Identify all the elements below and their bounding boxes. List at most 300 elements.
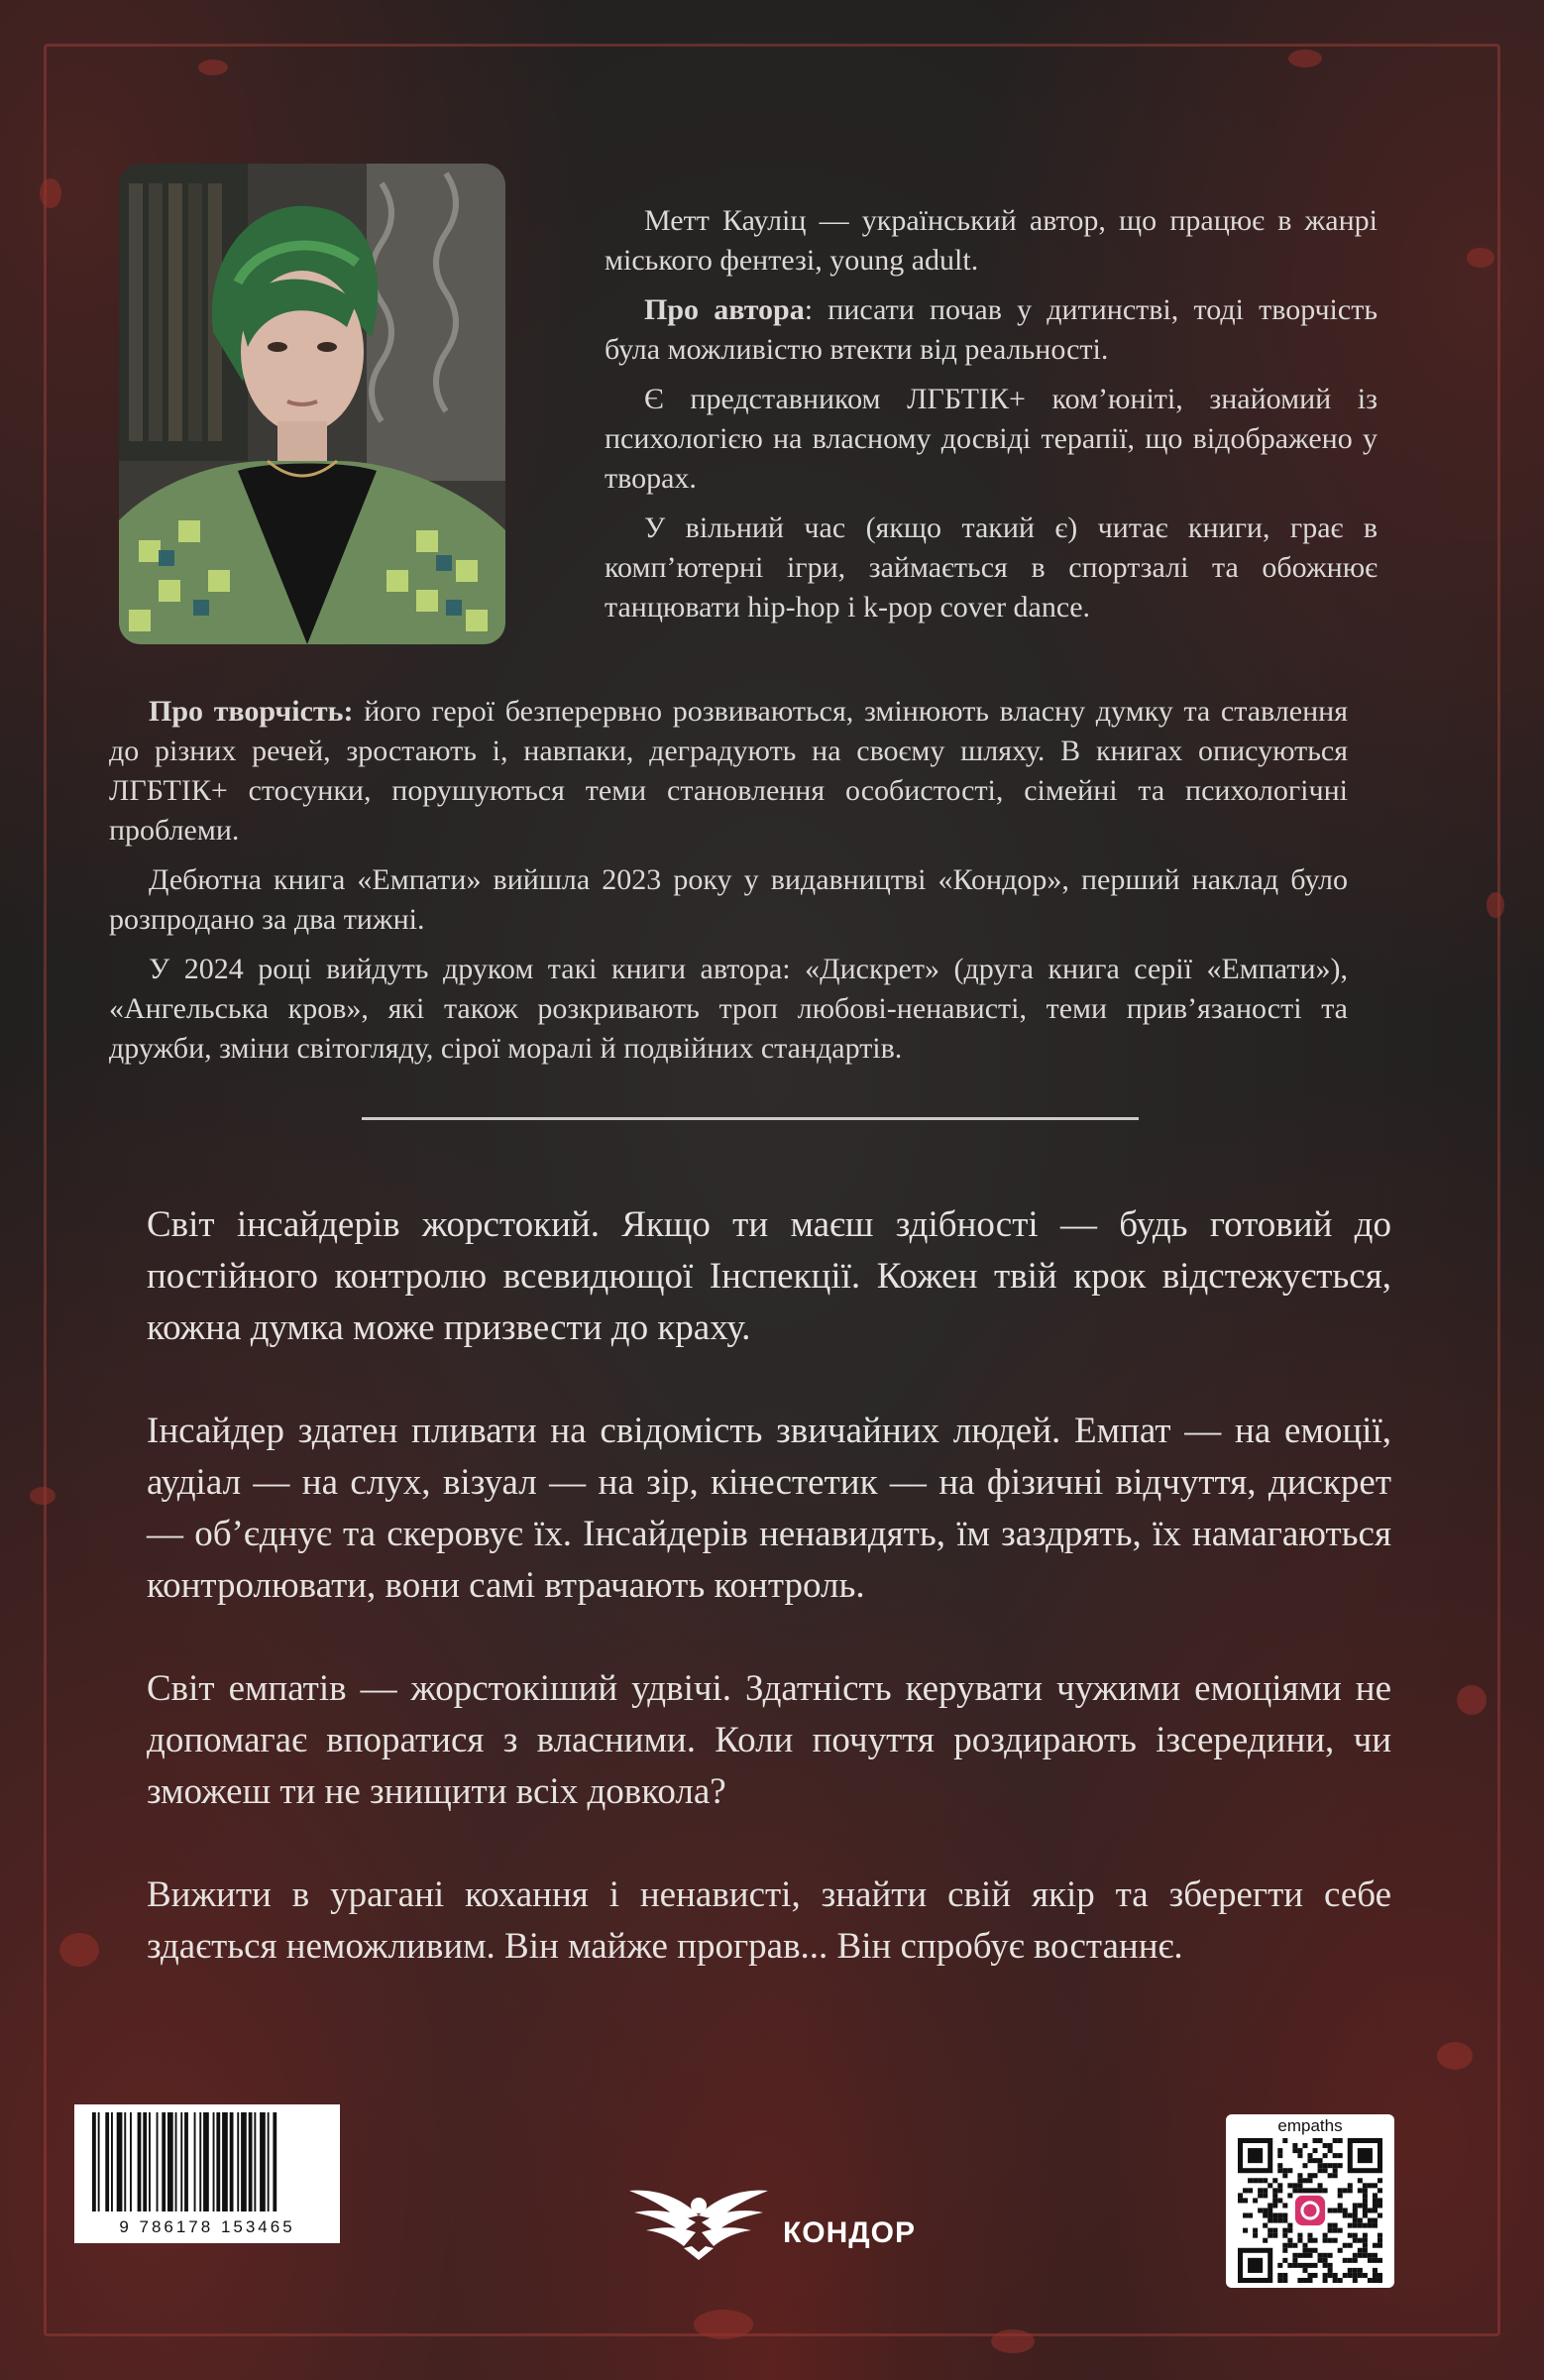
qr-module xyxy=(1272,2203,1277,2208)
qr-module xyxy=(1307,2188,1312,2193)
barcode-bar xyxy=(194,2112,196,2211)
qr-module xyxy=(1253,2233,1258,2238)
barcode-bar xyxy=(92,2112,96,2211)
qr-module xyxy=(1302,2243,1307,2248)
qr-module xyxy=(1282,2228,1287,2233)
qr-module xyxy=(1338,2163,1343,2168)
qr-module xyxy=(1328,2163,1333,2168)
barcode-bar xyxy=(254,2112,256,2211)
qr-module xyxy=(1363,2213,1368,2218)
splatter xyxy=(30,1487,55,1505)
qr-module xyxy=(1282,2138,1287,2143)
qr-module xyxy=(1323,2273,1328,2278)
author-photo xyxy=(119,164,505,644)
qr-module xyxy=(1338,2278,1343,2283)
barcode-bar xyxy=(199,2112,201,2211)
barcode-bar xyxy=(241,2112,247,2211)
qr-module xyxy=(1363,2198,1368,2203)
qr-module xyxy=(1258,2178,1263,2183)
barcode-bar xyxy=(237,2112,239,2211)
qr-module xyxy=(1258,2208,1263,2212)
qr-module xyxy=(1282,2243,1287,2248)
qr-module xyxy=(1272,2213,1277,2218)
qr-module xyxy=(1353,2233,1358,2238)
qr-module xyxy=(1353,2238,1358,2243)
qr-module xyxy=(1353,2213,1358,2218)
qr-module xyxy=(1282,2233,1287,2238)
qr-module xyxy=(1307,2273,1312,2278)
qr-module xyxy=(1348,2258,1353,2263)
qr-module xyxy=(1343,2243,1348,2248)
qr-module xyxy=(1363,2253,1368,2258)
qr-module xyxy=(1338,2203,1343,2208)
qr-module xyxy=(1378,2178,1382,2183)
qr-module xyxy=(1353,2278,1358,2283)
qr-module xyxy=(1348,2273,1353,2278)
qr-module xyxy=(1328,2263,1333,2268)
blurb-paragraph: Світ інсайдерів жорстокий. Якщо ти маєш здібності — будь готовий до постійного контролю всевидющої Інспекції. Кожен твій крок відстежується, кожна думка може призвести до краху. xyxy=(147,1204,1391,1348)
qr-module xyxy=(1277,2213,1282,2218)
qr-module xyxy=(1277,2163,1282,2168)
qr-module xyxy=(1373,2258,1378,2263)
splatter xyxy=(1437,2042,1473,2070)
qr-module xyxy=(1263,2223,1268,2228)
barcode-bar xyxy=(162,2112,165,2211)
qr-module xyxy=(1323,2278,1328,2283)
qr-module xyxy=(1272,2198,1277,2203)
qr-module xyxy=(1323,2253,1328,2258)
qr-module xyxy=(1353,2258,1358,2263)
bio-about xyxy=(605,290,1378,370)
qr-module xyxy=(1292,2148,1297,2153)
qr-module xyxy=(1323,2168,1328,2173)
qr-module xyxy=(1302,2268,1307,2273)
qr-module xyxy=(1328,2148,1333,2153)
qr-module xyxy=(1313,2273,1318,2278)
bio-about-text: : писати почав у дитинстві, тоді творчість була можливістю втекти від реальності. xyxy=(605,293,1379,366)
qr-module xyxy=(1378,2198,1382,2203)
qr-module xyxy=(1333,2223,1338,2228)
qr-module xyxy=(1282,2213,1287,2218)
qr-module xyxy=(1358,2188,1363,2193)
qr-module xyxy=(1323,2263,1328,2268)
book-blurb xyxy=(147,1199,1391,2024)
qr-module xyxy=(1263,2188,1268,2193)
barcode-bar xyxy=(124,2112,126,2211)
barcode-bar xyxy=(167,2112,173,2211)
qr-module xyxy=(1287,2193,1292,2198)
qr-module xyxy=(1348,2268,1353,2273)
qr-finder xyxy=(1248,2258,1263,2273)
qr-module xyxy=(1318,2163,1323,2168)
barcode-bar xyxy=(143,2112,147,2211)
qr-module xyxy=(1272,2188,1277,2193)
qr-module xyxy=(1358,2253,1363,2258)
barcode-bar xyxy=(180,2112,182,2211)
qr-module xyxy=(1297,2278,1302,2283)
works-debut: Дебютна книга «Емпати» вийшла 2023 року у видавництві «Кондор», перший наклад було розпродано за два тижні. xyxy=(109,863,1348,936)
qr-module xyxy=(1378,2258,1382,2263)
qr-module xyxy=(1363,2193,1368,2198)
barcode-bar xyxy=(117,2112,123,2211)
qr-module xyxy=(1268,2183,1272,2188)
qr-module xyxy=(1363,2203,1368,2208)
qr-module xyxy=(1297,2233,1302,2238)
qr-module xyxy=(1282,2248,1287,2253)
qr-module xyxy=(1307,2278,1312,2283)
qr-module xyxy=(1302,2253,1307,2258)
splatter xyxy=(694,2310,753,2339)
qr-module xyxy=(1363,2223,1368,2228)
qr-module xyxy=(1268,2218,1272,2223)
qr-module xyxy=(1307,2233,1312,2238)
qr-module xyxy=(1282,2203,1287,2208)
qr-module xyxy=(1277,2218,1282,2223)
qr-module xyxy=(1302,2143,1307,2148)
qr-module xyxy=(1353,2208,1358,2212)
qr-module xyxy=(1307,2153,1312,2158)
qr-module xyxy=(1302,2248,1307,2253)
about-works xyxy=(109,692,1348,1078)
qr-label: empaths xyxy=(1277,2116,1343,2135)
condor-bird-icon xyxy=(624,2161,773,2270)
qr-module xyxy=(1328,2253,1333,2258)
qr-module xyxy=(1348,2243,1353,2248)
qr-module xyxy=(1373,2203,1378,2208)
author-portrait-illustration xyxy=(119,164,505,644)
instagram-icon xyxy=(1295,2196,1325,2225)
qr-module xyxy=(1328,2238,1333,2243)
qr-module xyxy=(1287,2238,1292,2243)
barcode-bar xyxy=(222,2112,228,2211)
qr-module xyxy=(1323,2188,1328,2193)
qr-module xyxy=(1333,2228,1338,2233)
qr-module xyxy=(1277,2183,1282,2188)
qr-module xyxy=(1333,2273,1338,2278)
barcode-bar xyxy=(268,2112,270,2211)
qr-module xyxy=(1292,2188,1297,2193)
qr-module xyxy=(1378,2238,1382,2243)
qr-module xyxy=(1363,2183,1368,2188)
qr-module xyxy=(1248,2213,1253,2218)
qr-module xyxy=(1287,2223,1292,2228)
qr-module xyxy=(1373,2278,1378,2283)
qr-module xyxy=(1277,2188,1282,2193)
qr-module xyxy=(1268,2233,1272,2238)
qr-finder xyxy=(1248,2148,1263,2163)
qr-module xyxy=(1277,2168,1282,2173)
qr-module xyxy=(1307,2173,1312,2178)
qr-module xyxy=(1263,2213,1268,2218)
barcode-bar xyxy=(184,2112,188,2211)
qr-module xyxy=(1353,2268,1358,2273)
qr-module xyxy=(1343,2273,1348,2278)
qr-module xyxy=(1353,2203,1358,2208)
works-text: його герої безперервно розвиваються, змінюють власну думку та ставлення до різних речей, зростають і, навпаки, деградують на своєму шляху. В книгах описуються ЛГБТІК+ стосунки, порушуються теми становлення особистості, сімейні та психологічні проблеми. xyxy=(109,695,1348,847)
qr-module xyxy=(1338,2228,1343,2233)
qr-module xyxy=(1318,2258,1323,2263)
qr-module xyxy=(1282,2218,1287,2223)
qr-module xyxy=(1323,2163,1328,2168)
works-description xyxy=(109,692,1348,850)
qr-module xyxy=(1292,2263,1297,2268)
qr-module xyxy=(1328,2228,1333,2233)
qr-module xyxy=(1348,2223,1353,2228)
qr-module xyxy=(1263,2193,1268,2198)
qr-code[interactable] xyxy=(1226,2114,1394,2288)
splatter xyxy=(1467,248,1494,268)
qr-module xyxy=(1272,2233,1277,2238)
barcode-bar xyxy=(111,2112,113,2211)
qr-module xyxy=(1353,2223,1358,2228)
barcode-bar xyxy=(213,2112,215,2211)
qr-module xyxy=(1373,2243,1378,2248)
qr-module xyxy=(1313,2138,1318,2143)
qr-module xyxy=(1328,2273,1333,2278)
splatter xyxy=(1457,1685,1487,1715)
qr-module xyxy=(1287,2168,1292,2173)
bio-intro: Метт Кауліц — український автор, що працює в жанрі міського фентезі, young adult. xyxy=(605,204,1378,277)
qr-module xyxy=(1277,2278,1282,2283)
qr-module xyxy=(1272,2218,1277,2223)
qr-module xyxy=(1363,2233,1368,2238)
qr-module xyxy=(1338,2193,1343,2198)
qr-module xyxy=(1368,2208,1373,2212)
splatter xyxy=(198,59,228,75)
qr-module xyxy=(1307,2158,1312,2163)
isbn-number: 9 786178 153465 xyxy=(119,2217,295,2236)
qr-module xyxy=(1243,2188,1248,2193)
qr-module xyxy=(1307,2263,1312,2268)
qr-module xyxy=(1313,2238,1318,2243)
qr-module xyxy=(1272,2193,1277,2198)
qr-module xyxy=(1297,2153,1302,2158)
qr-module xyxy=(1272,2228,1277,2233)
qr-module xyxy=(1313,2158,1318,2163)
qr-module xyxy=(1268,2208,1272,2212)
qr-module xyxy=(1268,2228,1272,2233)
qr-module xyxy=(1348,2213,1353,2218)
qr-module xyxy=(1292,2258,1297,2263)
qr-module xyxy=(1358,2268,1363,2273)
qr-module xyxy=(1333,2238,1338,2243)
qr-module xyxy=(1238,2198,1243,2203)
qr-module xyxy=(1333,2168,1338,2173)
barcode-bar xyxy=(260,2112,266,2211)
qr-module xyxy=(1353,2273,1358,2278)
qr-module xyxy=(1373,2208,1378,2212)
qr-module xyxy=(1263,2208,1268,2212)
qr-module xyxy=(1263,2238,1268,2243)
works-label: Про творчість: xyxy=(149,695,354,728)
qr-module xyxy=(1318,2138,1323,2143)
qr-module xyxy=(1323,2258,1328,2263)
qr-module xyxy=(1292,2183,1297,2188)
qr-module xyxy=(1323,2153,1328,2158)
qr-module xyxy=(1282,2273,1287,2278)
qr-module xyxy=(1358,2203,1363,2208)
qr-module xyxy=(1358,2223,1363,2228)
qr-module xyxy=(1287,2183,1292,2188)
qr-module xyxy=(1313,2173,1318,2178)
qr-module xyxy=(1328,2208,1333,2212)
isbn-barcode xyxy=(74,2104,340,2243)
qr-module xyxy=(1277,2148,1282,2153)
barcode-bar xyxy=(105,2112,109,2211)
qr-module xyxy=(1373,2268,1378,2273)
qr-module xyxy=(1358,2178,1363,2183)
qr-module xyxy=(1343,2213,1348,2218)
qr-module xyxy=(1358,2218,1363,2223)
qr-module xyxy=(1297,2263,1302,2268)
qr-module xyxy=(1297,2238,1302,2243)
qr-module xyxy=(1248,2188,1253,2193)
qr-module xyxy=(1268,2213,1272,2218)
qr-module xyxy=(1368,2253,1373,2258)
barcode-bar xyxy=(230,2112,234,2211)
qr-module xyxy=(1368,2183,1373,2188)
qr-module xyxy=(1333,2138,1338,2143)
qr-module xyxy=(1373,2198,1378,2203)
qr-module xyxy=(1268,2203,1272,2208)
qr-module xyxy=(1277,2198,1282,2203)
qr-module xyxy=(1292,2253,1297,2258)
qr-module xyxy=(1353,2218,1358,2223)
qr-module xyxy=(1378,2278,1382,2283)
qr-module xyxy=(1368,2218,1373,2223)
qr-module xyxy=(1313,2248,1318,2253)
barcode-bars xyxy=(92,2112,326,2211)
publisher-logo xyxy=(624,2161,941,2270)
qr-module xyxy=(1282,2173,1287,2178)
qr-module xyxy=(1338,2248,1343,2253)
qr-module xyxy=(1258,2188,1263,2193)
qr-module xyxy=(1338,2188,1343,2193)
qr-module xyxy=(1313,2188,1318,2193)
qr-module xyxy=(1343,2258,1348,2263)
qr-module xyxy=(1302,2278,1307,2283)
blurb-paragraph: Вижити в урагані кохання і ненависті, знайти свій якір та зберегти себе здається неможливим. Він майже програв... Він спробує востаннє. xyxy=(147,1874,1391,1967)
qr-module xyxy=(1297,2183,1302,2188)
bio-about-label: Про автора xyxy=(644,293,805,326)
blurb-paragraph: Світ емпатів — жорстокіший удвічі. Здатність керувати чужими емоціями не допомагає впоратися з власними. Коли почуття роздирають ізсередини, чи зможеш ти не знищити всіх довкола? xyxy=(147,1668,1391,1812)
qr-module xyxy=(1363,2248,1368,2253)
qr-module xyxy=(1307,2253,1312,2258)
qr-module xyxy=(1302,2178,1307,2183)
qr-module xyxy=(1297,2148,1302,2153)
splatter xyxy=(991,2329,1035,2353)
qr-module xyxy=(1277,2263,1282,2268)
barcode-bar xyxy=(157,2112,159,2211)
qr-module xyxy=(1378,2203,1382,2208)
barcode-bar xyxy=(273,2112,276,2211)
qr-module xyxy=(1333,2153,1338,2158)
qr-module xyxy=(1373,2273,1378,2278)
qr-module xyxy=(1328,2143,1333,2148)
qr-module xyxy=(1333,2208,1338,2212)
qr-module xyxy=(1358,2273,1363,2278)
qr-module xyxy=(1368,2223,1373,2228)
qr-module xyxy=(1378,2273,1382,2278)
qr-module xyxy=(1378,2243,1382,2248)
qr-module xyxy=(1282,2278,1287,2283)
qr-module xyxy=(1328,2223,1333,2228)
qr-module xyxy=(1323,2143,1328,2148)
qr-module xyxy=(1297,2253,1302,2258)
qr-module xyxy=(1338,2153,1343,2158)
qr-module xyxy=(1318,2253,1323,2258)
barcode-bar xyxy=(249,2112,253,2211)
qr-module xyxy=(1373,2253,1378,2258)
qr-finder xyxy=(1358,2148,1373,2163)
section-divider xyxy=(362,1117,1139,1120)
barcode-bar xyxy=(175,2112,177,2211)
qr-module xyxy=(1368,2278,1373,2283)
publisher-name: КОНДОР xyxy=(783,2216,917,2249)
qr-module xyxy=(1263,2178,1268,2183)
qr-module xyxy=(1373,2183,1378,2188)
barcode-bar xyxy=(130,2112,132,2211)
qr-module xyxy=(1358,2248,1363,2253)
qr-module xyxy=(1313,2263,1318,2268)
qr-module xyxy=(1323,2233,1328,2238)
qr-module xyxy=(1363,2243,1368,2248)
qr-code-pattern xyxy=(1238,2138,1382,2283)
qr-module xyxy=(1373,2193,1378,2198)
bio-community: Є представником ЛГБТІК+ ком’юніті, знайомий із психологією на власному досвіді терапії, що відображено у творах. xyxy=(605,383,1378,495)
qr-module xyxy=(1307,2178,1312,2183)
qr-module xyxy=(1243,2213,1248,2218)
qr-module xyxy=(1358,2238,1363,2243)
qr-module xyxy=(1253,2228,1258,2233)
qr-module xyxy=(1258,2193,1263,2198)
qr-module xyxy=(1318,2158,1323,2163)
qr-module xyxy=(1253,2198,1258,2203)
qr-module xyxy=(1333,2173,1338,2178)
qr-module xyxy=(1328,2173,1333,2178)
qr-module xyxy=(1277,2273,1282,2278)
qr-module xyxy=(1302,2263,1307,2268)
qr-module xyxy=(1343,2188,1348,2193)
splatter xyxy=(1487,892,1504,918)
qr-module xyxy=(1333,2278,1338,2283)
qr-module xyxy=(1318,2183,1323,2188)
qr-module xyxy=(1368,2258,1373,2263)
qr-module xyxy=(1282,2258,1287,2263)
qr-module xyxy=(1363,2273,1368,2278)
works-upcoming: У 2024 році вийдуть друком такі книги автора: «Дискрет» (друга книга серії «Емпати»), «Ангельська кров», які також розкривають троп любові-ненависті, теми прив’язаності та дружби, зміни світогляду, сірої моралі й подвійних стандартів. xyxy=(109,953,1348,1065)
qr-module xyxy=(1318,2168,1323,2173)
qr-module xyxy=(1307,2238,1312,2243)
qr-module xyxy=(1272,2178,1277,2183)
qr-module xyxy=(1282,2168,1287,2173)
bio-hobbies: У вільний час (якщо такий є) читає книги, грає в комп’ютерні ігри, займається в спортзалі та обожнює танцювати hip-hop і k-pop cover dance. xyxy=(605,511,1378,623)
qr-module xyxy=(1277,2153,1282,2158)
qr-module xyxy=(1287,2228,1292,2233)
splatter xyxy=(40,178,61,208)
qr-module xyxy=(1248,2178,1253,2183)
qr-module xyxy=(1302,2188,1307,2193)
qr-module xyxy=(1297,2173,1302,2178)
qr-module xyxy=(1378,2233,1382,2238)
qr-module xyxy=(1253,2178,1258,2183)
qr-module xyxy=(1292,2243,1297,2248)
barcode-bar xyxy=(203,2112,209,2211)
qr-module xyxy=(1373,2223,1378,2228)
qr-module xyxy=(1318,2188,1323,2193)
qr-module xyxy=(1353,2253,1358,2258)
barcode-bar xyxy=(98,2112,100,2211)
